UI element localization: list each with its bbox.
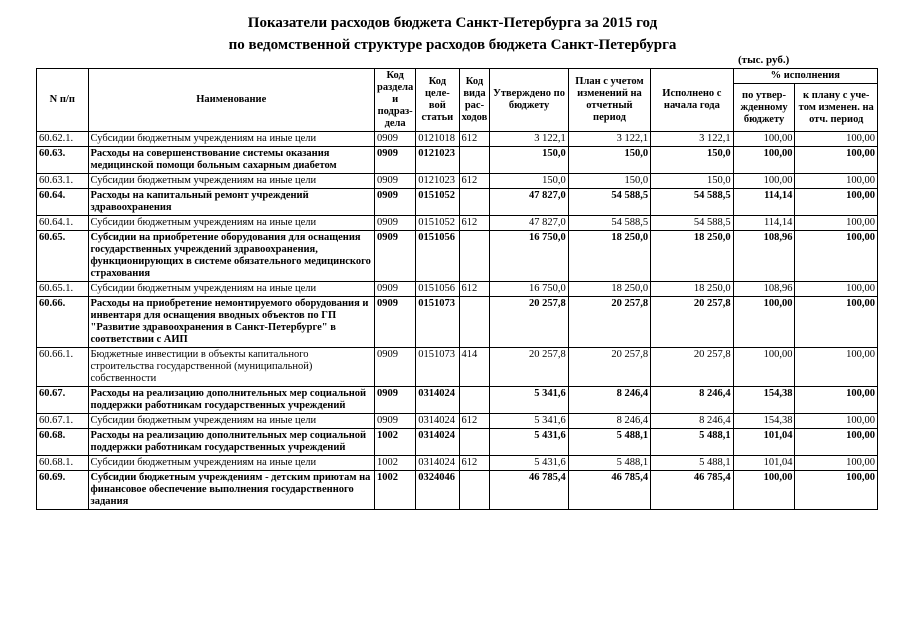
row-utverzhdeno: 46 785,4: [490, 471, 568, 510]
row-num: 60.67.1.: [37, 414, 89, 429]
row-utverzhdeno: 20 257,8: [490, 348, 568, 387]
row-kod-vida: 612: [459, 414, 490, 429]
row-plan: 54 588,5: [568, 189, 650, 216]
row-name: Расходы на совершенствование системы оказания медицинской помощи больным сахарным диабетом: [88, 147, 375, 174]
row-ispolneno: 18 250,0: [651, 231, 733, 282]
header-name: Наименование: [88, 69, 375, 132]
row-plan: 8 246,4: [568, 387, 650, 414]
row-pct-utv: 154,38: [733, 387, 795, 414]
row-pct-plan: 100,00: [795, 147, 878, 174]
header-utverzhdeno: Утверждено по бюджету: [490, 69, 568, 132]
row-name: Субсидии бюджетным учреждениям на иные цели: [88, 174, 375, 189]
row-kod-stati: 0121018: [416, 132, 459, 147]
row-pct-plan: 100,00: [795, 297, 878, 348]
row-name: Субсидии бюджетным учреждениям на иные цели: [88, 456, 375, 471]
row-plan: 150,0: [568, 174, 650, 189]
row-name: Расходы на приобретение немонтируемого оборудования и инвентаря для оснащения вводных объектов по ГП "Развитие здравоохранения в Санкт-Петербурге" в соответствии с АИП: [88, 297, 375, 348]
row-kod-vida: [459, 387, 490, 414]
row-num: 60.66.: [37, 297, 89, 348]
row-plan: 54 588,5: [568, 216, 650, 231]
row-ispolneno: 54 588,5: [651, 189, 733, 216]
row-kod-razdela: 0909: [375, 147, 416, 174]
row-pct-plan: 100,00: [795, 132, 878, 147]
row-ispolneno: 3 122,1: [651, 132, 733, 147]
row-kod-razdela: 1002: [375, 456, 416, 471]
row-utverzhdeno: 3 122,1: [490, 132, 568, 147]
units-label: (тыс. руб.): [738, 54, 790, 66]
row-num: 60.65.1.: [37, 282, 89, 297]
row-kod-razdela: 1002: [375, 471, 416, 510]
row-pct-plan: 100,00: [795, 216, 878, 231]
row-kod-stati: 0314024: [416, 456, 459, 471]
row-pct-utv: 101,04: [733, 456, 795, 471]
row-kod-vida: 612: [459, 174, 490, 189]
row-pct-utv: 100,00: [733, 297, 795, 348]
row-utverzhdeno: 47 827,0: [490, 216, 568, 231]
header-pct-plan: к плану с уче-том изменен. на отч. период: [795, 84, 878, 132]
row-plan: 3 122,1: [568, 132, 650, 147]
row-name: Субсидии бюджетным учреждениям на иные цели: [88, 282, 375, 297]
row-num: 60.64.1.: [37, 216, 89, 231]
row-ispolneno: 8 246,4: [651, 414, 733, 429]
row-ispolneno: 5 488,1: [651, 456, 733, 471]
title-line-2: по ведомственной структуре расходов бюджета Санкт-Петербурга: [228, 37, 677, 53]
row-num: 60.62.1.: [37, 132, 89, 147]
row-ispolneno: 150,0: [651, 147, 733, 174]
row-name: Расходы на реализацию дополнительных мер социальной поддержки работникам государственных учреждений: [88, 429, 375, 456]
table-row: [37, 456, 878, 471]
row-name: Субсидии бюджетным учреждениям - детским приютам на финансовое обеспечение выполнения государственного задания: [88, 471, 375, 510]
row-pct-plan: 100,00: [795, 387, 878, 414]
row-kod-vida: 414: [459, 348, 490, 387]
table-row: [37, 387, 878, 414]
row-name: Субсидии на приобретение оборудования для оснащения государственных учреждений здравоохранения, функционирующих в системе обязательного медицинского страхования: [88, 231, 375, 282]
row-pct-plan: 100,00: [795, 231, 878, 282]
row-num: 60.68.1.: [37, 456, 89, 471]
row-pct-utv: 108,96: [733, 231, 795, 282]
row-pct-plan: 100,00: [795, 174, 878, 189]
table-row: [37, 414, 878, 429]
row-pct-utv: 114,14: [733, 216, 795, 231]
table-row: [37, 282, 878, 297]
row-kod-stati: 0151056: [416, 231, 459, 282]
row-pct-utv: 108,96: [733, 282, 795, 297]
row-kod-razdela: 1002: [375, 429, 416, 456]
row-ispolneno: 46 785,4: [651, 471, 733, 510]
row-name: Субсидии бюджетным учреждениям на иные цели: [88, 132, 375, 147]
row-pct-plan: 100,00: [795, 414, 878, 429]
row-plan: 18 250,0: [568, 231, 650, 282]
row-num: 60.69.: [37, 471, 89, 510]
row-pct-utv: 101,04: [733, 429, 795, 456]
header-plan: План с учетом изменений на отчетный период: [568, 69, 650, 132]
row-kod-razdela: 0909: [375, 297, 416, 348]
header-pct-group: % исполнения: [733, 69, 877, 84]
row-utverzhdeno: 5 341,6: [490, 414, 568, 429]
table-row: [37, 297, 878, 348]
row-utverzhdeno: 5 341,6: [490, 387, 568, 414]
row-num: 60.63.: [37, 147, 89, 174]
row-plan: 20 257,8: [568, 348, 650, 387]
row-utverzhdeno: 150,0: [490, 174, 568, 189]
row-name: Бюджетные инвестиции в объекты капитального строительства государственной (муниципальной) собственности: [88, 348, 375, 387]
row-kod-vida: 612: [459, 282, 490, 297]
row-kod-stati: 0314024: [416, 414, 459, 429]
row-kod-stati: 0324046: [416, 471, 459, 510]
row-pct-utv: 100,00: [733, 132, 795, 147]
row-kod-stati: 0121023: [416, 147, 459, 174]
row-kod-vida: 612: [459, 132, 490, 147]
row-kod-stati: 0151052: [416, 216, 459, 231]
row-kod-vida: [459, 429, 490, 456]
table-row: [37, 189, 878, 216]
budget-table: [36, 68, 878, 510]
row-ispolneno: 54 588,5: [651, 216, 733, 231]
table-row: [37, 348, 878, 387]
row-pct-plan: 100,00: [795, 471, 878, 510]
row-name: Субсидии бюджетным учреждениям на иные цели: [88, 216, 375, 231]
row-plan: 5 488,1: [568, 429, 650, 456]
row-pct-utv: 100,00: [733, 147, 795, 174]
table-row: [37, 147, 878, 174]
row-kod-razdela: 0909: [375, 174, 416, 189]
row-plan: 20 257,8: [568, 297, 650, 348]
row-kod-stati: 0151073: [416, 348, 459, 387]
row-kod-stati: 0121023: [416, 174, 459, 189]
row-kod-stati: 0151056: [416, 282, 459, 297]
row-ispolneno: 8 246,4: [651, 387, 733, 414]
header-kod-razdela: Код раздела и подраз-дела: [375, 69, 416, 132]
row-kod-razdela: 0909: [375, 348, 416, 387]
row-plan: 5 488,1: [568, 456, 650, 471]
header-ispolneno: Исполнено с начала года: [651, 69, 733, 132]
row-utverzhdeno: 20 257,8: [490, 297, 568, 348]
row-utverzhdeno: 47 827,0: [490, 189, 568, 216]
row-kod-razdela: 0909: [375, 216, 416, 231]
row-pct-utv: 114,14: [733, 189, 795, 216]
row-kod-razdela: 0909: [375, 282, 416, 297]
row-name: Расходы на капитальный ремонт учреждений здравоохранения: [88, 189, 375, 216]
row-utverzhdeno: 16 750,0: [490, 231, 568, 282]
row-num: 60.68.: [37, 429, 89, 456]
row-kod-stati: 0314024: [416, 429, 459, 456]
row-num: 60.66.1.: [37, 348, 89, 387]
header-kod-stati: Код целе-вой статьи: [416, 69, 459, 132]
row-kod-razdela: 0909: [375, 414, 416, 429]
row-num: 60.64.: [37, 189, 89, 216]
row-pct-plan: 100,00: [795, 429, 878, 456]
row-utverzhdeno: 150,0: [490, 147, 568, 174]
title-line-1: Показатели расходов бюджета Санкт-Петербурга за 2015 год: [247, 15, 658, 31]
row-kod-vida: [459, 231, 490, 282]
row-ispolneno: 18 250,0: [651, 282, 733, 297]
row-utverzhdeno: 16 750,0: [490, 282, 568, 297]
row-kod-razdela: 0909: [375, 387, 416, 414]
table-row: [37, 429, 878, 456]
row-kod-stati: 0314024: [416, 387, 459, 414]
row-ispolneno: 20 257,8: [651, 297, 733, 348]
row-pct-utv: 100,00: [733, 174, 795, 189]
row-num: 60.65.: [37, 231, 89, 282]
row-num: 60.63.1.: [37, 174, 89, 189]
table-row: [37, 231, 878, 282]
row-pct-utv: 100,00: [733, 471, 795, 510]
row-pct-utv: 154,38: [733, 414, 795, 429]
row-kod-razdela: 0909: [375, 132, 416, 147]
row-kod-vida: [459, 189, 490, 216]
row-ispolneno: 20 257,8: [651, 348, 733, 387]
row-pct-utv: 100,00: [733, 348, 795, 387]
table-row: [37, 174, 878, 189]
row-kod-razdela: 0909: [375, 189, 416, 216]
row-ispolneno: 150,0: [651, 174, 733, 189]
header-pct-utv: по утвер-жденному бюджету: [733, 84, 795, 132]
table-row: [37, 216, 878, 231]
row-utverzhdeno: 5 431,6: [490, 429, 568, 456]
row-plan: 8 246,4: [568, 414, 650, 429]
row-kod-vida: 612: [459, 456, 490, 471]
row-kod-razdela: 0909: [375, 231, 416, 282]
row-ispolneno: 5 488,1: [651, 429, 733, 456]
row-kod-vida: [459, 147, 490, 174]
row-utverzhdeno: 5 431,6: [490, 456, 568, 471]
table-row: [37, 132, 878, 147]
row-kod-stati: 0151052: [416, 189, 459, 216]
row-kod-vida: [459, 297, 490, 348]
row-kod-vida: 612: [459, 216, 490, 231]
row-pct-plan: 100,00: [795, 456, 878, 471]
row-pct-plan: 100,00: [795, 348, 878, 387]
header-num: N п/п: [37, 69, 89, 132]
row-num: 60.67.: [37, 387, 89, 414]
row-name: Субсидии бюджетным учреждениям на иные цели: [88, 414, 375, 429]
table-row: [37, 471, 878, 510]
row-kod-vida: [459, 471, 490, 510]
row-pct-plan: 100,00: [795, 282, 878, 297]
row-plan: 46 785,4: [568, 471, 650, 510]
row-plan: 150,0: [568, 147, 650, 174]
row-name: Расходы на реализацию дополнительных мер социальной поддержки работникам государственных учреждений: [88, 387, 375, 414]
row-plan: 18 250,0: [568, 282, 650, 297]
row-kod-stati: 0151073: [416, 297, 459, 348]
document-title: [0, 12, 905, 56]
row-pct-plan: 100,00: [795, 189, 878, 216]
header-kod-vida: Код вида рас-ходов: [459, 69, 490, 132]
